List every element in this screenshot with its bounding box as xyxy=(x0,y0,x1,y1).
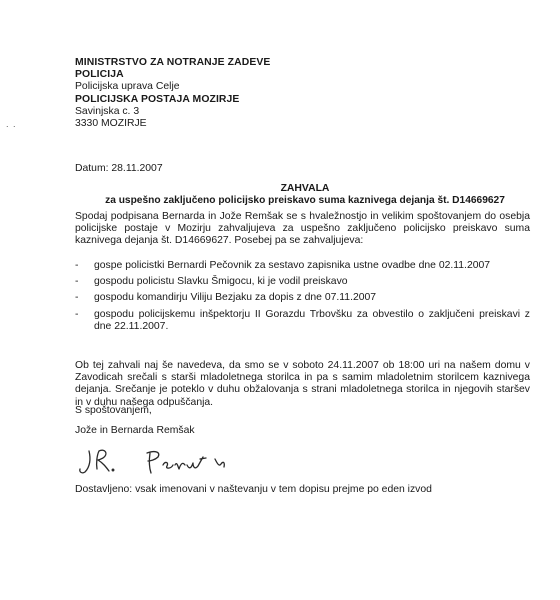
signatory-names: Jože in Bernarda Remšak xyxy=(75,425,195,436)
list-item xyxy=(75,309,530,333)
list-item-text: gospe policistki Bernardi Pečovnik za sestavo zapisnika ustne ovadbe dne 02.11.2007 xyxy=(94,260,491,271)
list-bullet: - xyxy=(75,260,79,271)
list-item xyxy=(75,292,530,304)
list-item-text: gospodu komandirju Viliju Bezjaku za dopis z dne 07.11.2007 xyxy=(94,292,377,304)
list-item xyxy=(75,276,530,288)
letterhead-line-administration: Policijska uprava Celje xyxy=(75,81,180,93)
letterhead-line-station: POLICIJSKA POSTAJA MOZIRJE xyxy=(75,93,240,105)
list-item-text: gospodu policistu Slavku Šmigocu, ki je vodil preiskavo xyxy=(94,276,348,288)
letterhead xyxy=(75,57,375,130)
list-item xyxy=(75,260,530,272)
list-bullet: - xyxy=(75,308,79,320)
letterhead-line-police: POLICIJA xyxy=(75,69,124,81)
handwritten-signature xyxy=(75,445,255,477)
closing-salutation: S spoštovanjem, xyxy=(75,405,152,416)
thanks-list xyxy=(75,260,530,337)
list-bullet: - xyxy=(75,276,79,288)
letter-title: ZAHVALA xyxy=(280,183,330,194)
letterhead-line-ministry: MINISTRSTVO ZA NOTRANJE ZADEVE xyxy=(75,57,271,68)
distribution-note: Dostavljeno: vsak imenovani v naštevanju v tem dopisu prejme po eden izvod xyxy=(75,484,432,495)
margin-mark: . . xyxy=(6,119,17,129)
body-paragraph: Ob tej zahvali naj še navedeva, da smo se v soboto 24.11.2007 ob 18:00 uri na našem domu v Zavodicah srečali s starši mladoletnega storilca in pa s samim mladoletnim storilcem kaznivega dejanja. Srečanje je poteklo v duhu obžalovanja s strani mladoletnega storilca in njegovih staršev in v duhu našega odpuščanja. xyxy=(75,360,530,408)
letter-date: Datum: 28.11.2007 xyxy=(75,163,163,174)
letter-subtitle: za uspešno zaključeno policijsko preiskavo suma kaznivega dejanja št. D14669627 xyxy=(105,195,505,206)
list-bullet: - xyxy=(75,292,79,304)
intro-paragraph: Spodaj podpisana Bernarda in Jože Remšak se s hvaležnostjo in velikim spoštovanjem do osebja policijske postaje v Mozirju zahvaljujeva za uspešno zaključeno policijsko preiskavo suma kaznivega dejanja št. D14669627. Posebej pa se zahvaljujeva: xyxy=(75,211,530,247)
letterhead-line-street: Savinjska c. 3 xyxy=(75,105,140,117)
letterhead-line-city: 3330 MOZIRJE xyxy=(75,118,147,130)
list-item-text: gospodu policijskemu inšpektorju II Gorazdu Trbovšku za obvestilo o zaključeni preiskavi z dne 22.11.2007. xyxy=(94,308,530,332)
